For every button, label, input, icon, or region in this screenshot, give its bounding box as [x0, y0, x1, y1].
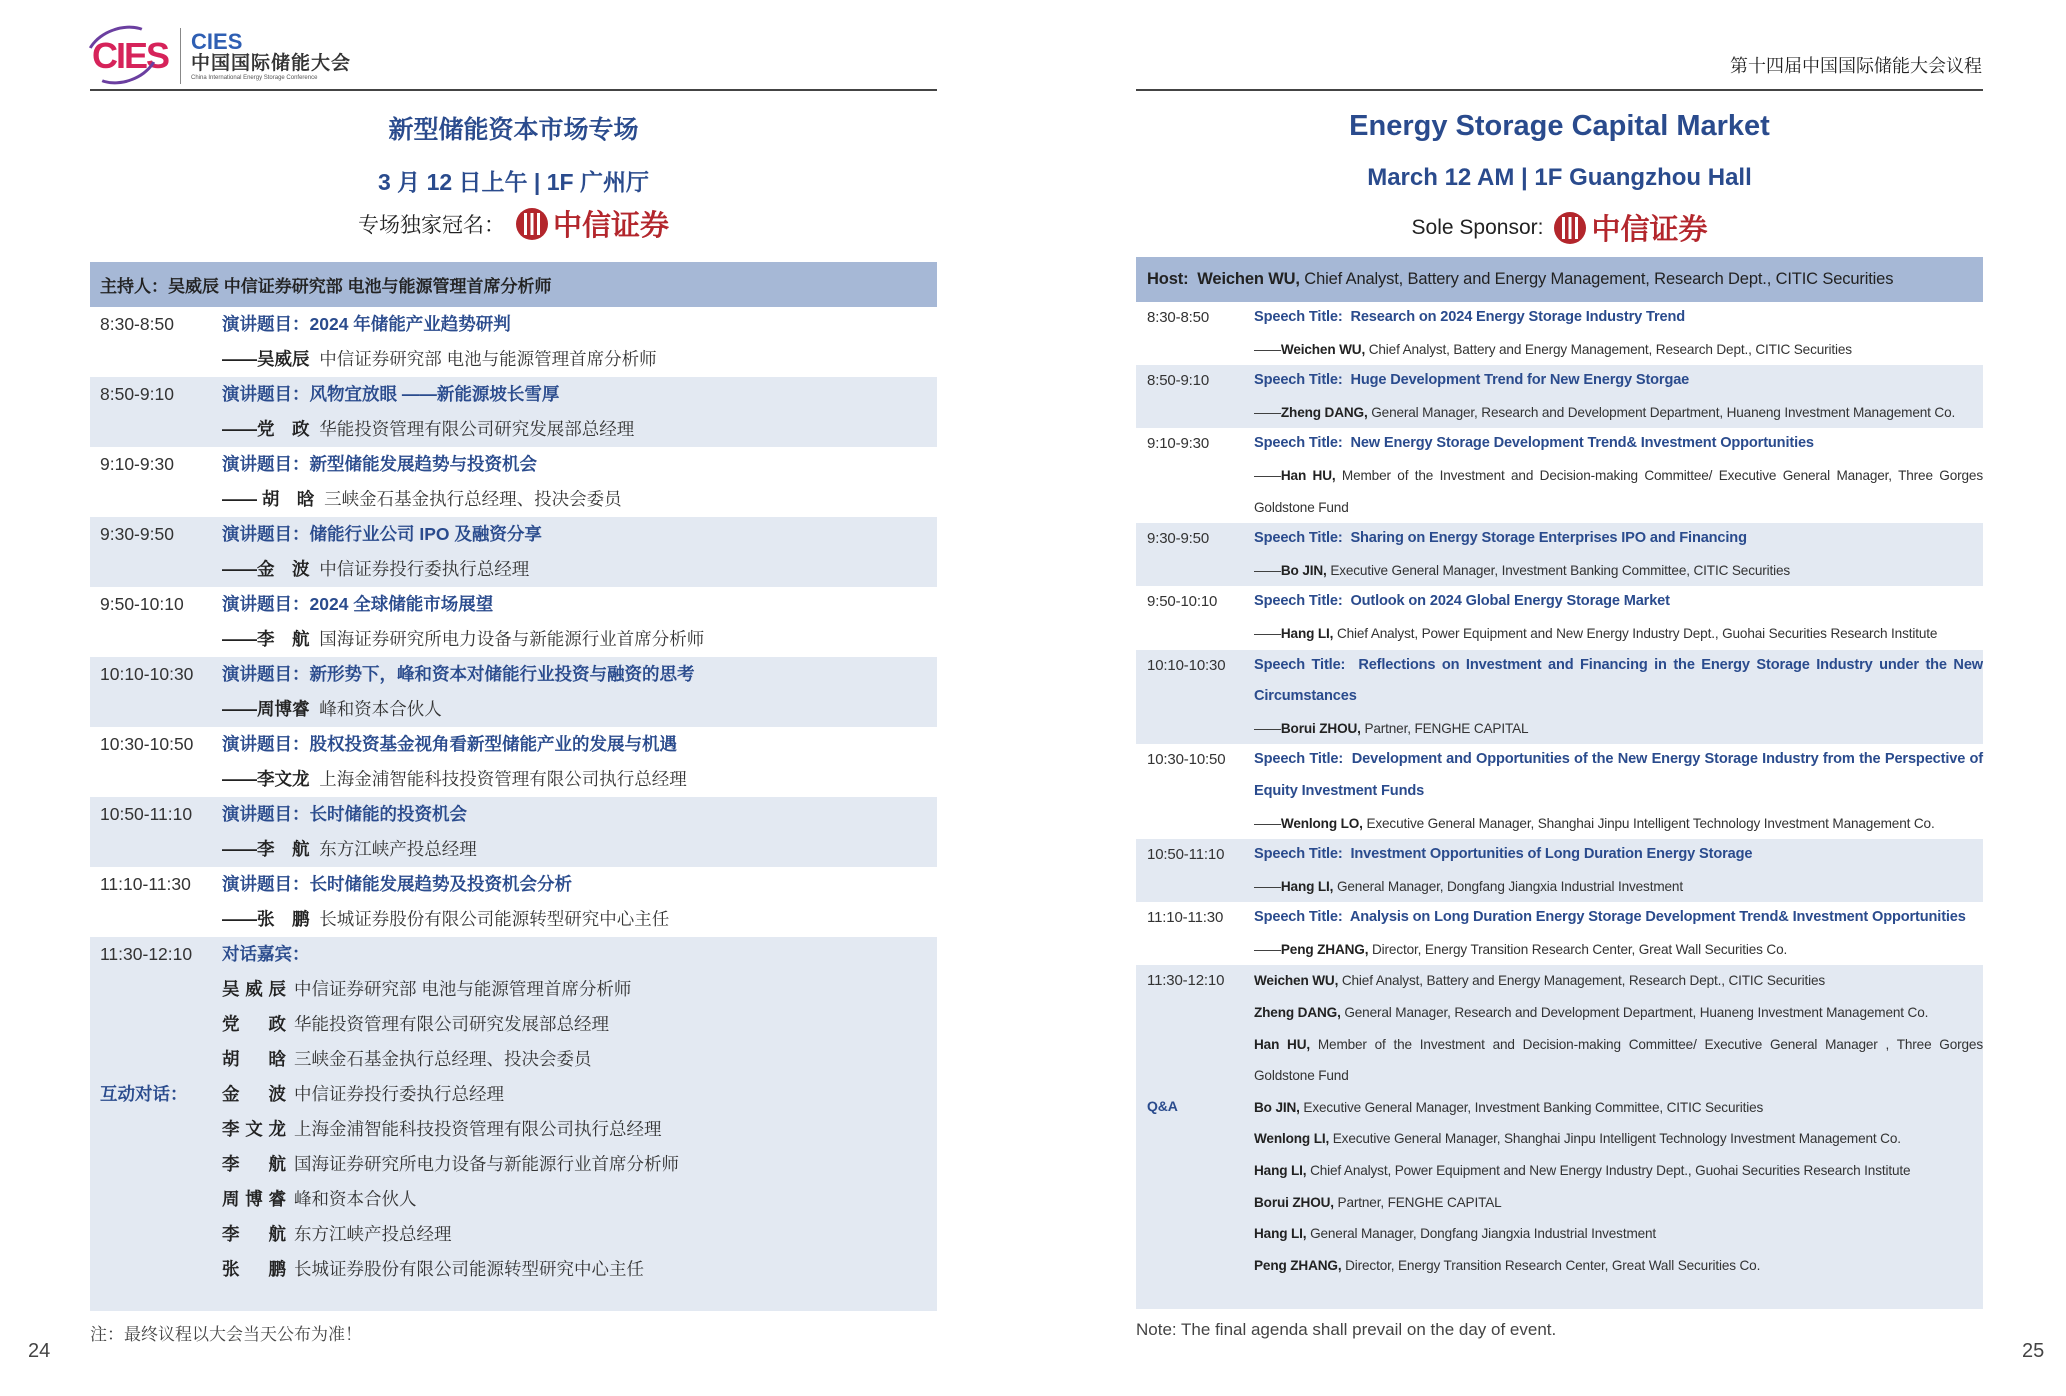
right-session-info: March 12 AM | 1F Guangzhou Hall	[1367, 164, 1752, 191]
guest-role: General Manager, Dongfang Jiangxia Industrial Investment	[1310, 1226, 1657, 1242]
guest-name: 金波	[222, 1084, 286, 1104]
left-sponsor	[90, 203, 937, 244]
panel-guest	[222, 1112, 679, 1147]
left-agenda	[90, 262, 937, 1311]
logo-chinese-name: 中国国际储能大会	[191, 53, 352, 74]
agenda-time: 10:10-10:30	[1147, 656, 1226, 674]
agenda-row: 9:30-9:50 Speech Title: Sharing on Energy Storage Enterprises IPO and Financing ——Bo JIN, Executive General Manager, Investment Banking Committee, CITIC Securities	[1136, 523, 1983, 586]
guest-name: Hang LI,	[1254, 1226, 1307, 1242]
speaker-role: 东方江峡产投总经理	[319, 839, 477, 859]
panel-guest	[1254, 1187, 1983, 1219]
guest-role: Executive General Manager, Investment Banking Committee, CITIC Securities	[1303, 1099, 1764, 1115]
speech-title: New Energy Storage Development Trend& Investment Opportunities	[1350, 435, 1814, 452]
speaker-name: Zheng DANG,	[1280, 404, 1368, 420]
guest-name: 胡晗	[222, 1049, 286, 1069]
page-number-right: 25	[2022, 1340, 2045, 1362]
speech-title: 演讲题目：新型储能发展趋势与投资机会	[222, 454, 537, 474]
host-name: Weichen WU,	[1197, 270, 1300, 288]
guest-role: 东方江峡产投总经理	[294, 1224, 452, 1244]
left-session-info: 3 月 12 日上午 | 1F 广州厅	[378, 169, 649, 195]
guest-name: 李航	[222, 1224, 286, 1244]
agenda-time: 8:50-9:10	[1147, 372, 1210, 390]
agenda-time: 11:10-11:30	[1147, 909, 1224, 927]
left-host-bar: 主持人：吴威辰 中信证券研究部 电池与能源管理首席分析师	[90, 262, 937, 307]
guest-role: 中信证券投行委执行总经理	[294, 1084, 504, 1104]
speaker-role: 国海证券研究所电力设备与新能源行业首席分析师	[319, 629, 705, 649]
right-host-bar	[1136, 257, 1983, 302]
guest-name: 李文龙	[222, 1119, 286, 1139]
panel-time: 11:30-12:10	[100, 944, 193, 964]
speech-title: Outlook on 2024 Global Energy Storage Market	[1350, 593, 1670, 610]
speaker-role: General Manager, Research and Development Department, Huaneng Investment Management Co.	[1371, 404, 1956, 420]
panel-guest	[222, 1182, 679, 1217]
panel-guest	[1254, 1155, 1983, 1187]
speech-title-label: Speech Title:	[1254, 309, 1343, 325]
left-header-rule	[90, 89, 937, 91]
speaker-role: Chief Analyst, Power Equipment and New Energy Industry Dept., Guohai Securities Research Institute	[1336, 625, 1938, 641]
guest-role: 中信证券研究部 电池与能源管理首席分析师	[294, 979, 632, 999]
agenda-row: 8:50-9:10 Speech Title: Huge Development Trend for New Energy Storgae ——Zheng DANG, General Manager, Research and Development Department, Huaneng Investment Management Co.	[1136, 365, 1983, 428]
right-note: Note: The final agenda shall prevail on the day of event.	[1136, 1320, 1557, 1339]
speaker-name: ——金 波	[222, 559, 310, 579]
agenda-time: 9:50-10:10	[100, 594, 184, 614]
cies-logo	[90, 28, 351, 84]
speech-title: Development and Opportunities of the New Energy Storage Industry from the Perspective of Equity Investment Funds	[1254, 751, 1983, 799]
speaker-role: 上海金浦智能科技投资管理有限公司执行总经理	[319, 769, 687, 789]
speech-title-label: Speech Title:	[1254, 530, 1343, 547]
speech-title: Analysis on Long Duration Energy Storage Development Trend& Investment Opportunities	[1349, 909, 1966, 926]
logo-english-name: China International Energy Storage Conference	[191, 75, 318, 81]
guest-role: Member of the Investment and Decision-making Committee/ Executive General Manager , Three Gorges Goldstone Fund	[1254, 1036, 1983, 1084]
speech-title-label: Speech Title:	[1254, 656, 1346, 673]
speaker-role: General Manager, Dongfang Jiangxia Industrial Investment	[1336, 878, 1683, 894]
panel-guest	[1254, 1029, 1983, 1092]
panel-label: 互动对话：	[100, 1084, 188, 1104]
guest-name: Bo JIN,	[1254, 1099, 1300, 1115]
speaker-name: Borui ZHOU,	[1280, 720, 1361, 736]
guest-name: Zheng DANG,	[1254, 1005, 1341, 1021]
speech-title: 演讲题目：2024 全球储能市场展望	[222, 594, 494, 614]
speech-title-label: Speech Title:	[1254, 909, 1343, 926]
agenda-row	[90, 727, 937, 797]
panel-guest	[222, 1217, 679, 1252]
speaker-role: 峰和资本合伙人	[319, 699, 442, 719]
speaker-role: Chief Analyst, Battery and Energy Management, Research Dept., CITIC Securities	[1368, 341, 1852, 357]
agenda-row	[90, 307, 937, 377]
citic-emblem-icon	[515, 207, 549, 241]
speech-title-label: Speech Title:	[1254, 435, 1343, 452]
agenda-row	[90, 517, 937, 587]
agenda-row: 9:50-10:10 Speech Title: Outlook on 2024 Global Energy Storage Market ——Hang LI, Chief Analyst, Power Equipment and New Energy Industry Dept., Guohai Securities Research Institute	[1136, 586, 1983, 649]
agenda-time: 8:30-8:50	[100, 314, 174, 334]
speaker-name: ——周博睿	[222, 699, 310, 719]
speech-title: 演讲题目：风物宜放眼 ——新能源坡长雪厚	[222, 384, 560, 404]
guest-name: 张鹏	[222, 1259, 286, 1279]
speech-title: 演讲题目：储能行业公司 IPO 及融资分享	[222, 524, 542, 544]
speaker-name: Han HU,	[1280, 467, 1336, 483]
guest-role: Director, Energy Transition Research Center, Great Wall Securities Co.	[1345, 1257, 1761, 1273]
agenda-row: 8:30-8:50 Speech Title: Research on 2024 Energy Storage Industry Trend ——Weichen WU, Chief Analyst, Battery and Energy Management, Research Dept., CITIC Securities	[1136, 302, 1983, 365]
speech-title: 演讲题目：长时储能的投资机会	[222, 804, 467, 824]
guest-role: 三峡金石基金执行总经理、投决会委员	[294, 1049, 592, 1069]
agenda-time: 10:30-10:50	[100, 734, 194, 754]
speaker-role: Member of the Investment and Decision-making Committee/ Executive General Manager, Three Gorges Goldstone Fund	[1254, 467, 1983, 515]
agenda-time: 9:10-9:30	[100, 454, 174, 474]
agenda-time: 10:10-10:30	[100, 664, 194, 684]
panel-guest	[1254, 997, 1983, 1029]
agenda-time: 10:50-11:10	[100, 804, 193, 824]
host-role: Chief Analyst, Battery and Energy Management, Research Dept., CITIC Securities	[1304, 270, 1894, 288]
speaker-name: Bo JIN,	[1280, 562, 1327, 578]
speech-title: Sharing on Energy Storage Enterprises IPO and Financing	[1350, 530, 1747, 547]
agenda-row: 11:10-11:30 Speech Title: Analysis on Long Duration Energy Storage Development Trend& Investment Opportunities ——Peng ZHANG, Director, Energy Transition Research Center, Great Wall Securities Co.	[1136, 902, 1983, 965]
right-page-title: Energy Storage Capital Market	[1349, 110, 1770, 142]
panel-guest	[222, 1147, 679, 1182]
panel-guest	[222, 1252, 679, 1287]
left-page-title: 新型储能资本市场专场	[388, 116, 639, 144]
speaker-name: ——党 政	[222, 419, 310, 439]
speaker-name: ——李文龙	[222, 769, 310, 789]
panel-label: Q&A	[1147, 1098, 1178, 1115]
agenda-row	[90, 447, 937, 517]
speech-title-label: Speech Title:	[1254, 593, 1343, 610]
speech-title: Investment Opportunities of Long Duration Energy Storage	[1350, 846, 1753, 863]
panel-guest	[1254, 1123, 1983, 1155]
agenda-row: 9:10-9:30 Speech Title: New Energy Storage Development Trend& Investment Opportunities ——Han HU, Member of the Investment and Decision-making Committee/ Executive General Manager, Three Gorges Goldstone Fund	[1136, 428, 1983, 523]
speaker-name: Wenlong LO,	[1280, 815, 1363, 831]
guest-name: Peng ZHANG,	[1254, 1257, 1342, 1273]
speaker-role: Executive General Manager, Investment Banking Committee, CITIC Securities	[1330, 562, 1791, 578]
agenda-row: 10:50-11:10 Speech Title: Investment Opportunities of Long Duration Energy Storage ——Hang LI, General Manager, Dongfang Jiangxia Industrial Investment	[1136, 839, 1983, 902]
panel-guest	[222, 1007, 679, 1042]
speaker-name: ——李 航	[222, 839, 310, 859]
guest-name: 党政	[222, 1014, 286, 1034]
speech-title-label: Speech Title:	[1254, 751, 1344, 768]
speaker-role: 中信证券投行委执行总经理	[319, 559, 530, 579]
speech-title: 演讲题目：2024 年储能产业趋势研判	[222, 314, 511, 334]
panel-time: 11:30-12:10	[1147, 972, 1225, 990]
citic-emblem-icon	[1553, 211, 1587, 245]
guest-name: Han HU,	[1254, 1036, 1311, 1052]
panel-heading: 对话嘉宾：	[222, 944, 310, 964]
agenda-time: 9:30-9:50	[1147, 530, 1210, 548]
guest-name: Hang LI,	[1254, 1163, 1307, 1179]
speaker-role: 三峡金石基金执行总经理、投决会委员	[324, 489, 622, 509]
guest-name: Wenlong LI,	[1254, 1131, 1330, 1147]
agenda-time: 9:30-9:50	[100, 524, 174, 544]
guest-role: Partner, FENGHE CAPITAL	[1337, 1194, 1502, 1210]
panel-guest	[1254, 1218, 1983, 1250]
agenda-time: 8:30-8:50	[1147, 309, 1210, 326]
speaker-role: 中信证券研究部 电池与能源管理首席分析师	[319, 349, 657, 369]
guest-role: Chief Analyst, Power Equipment and New Energy Industry Dept., Guohai Securities Research Institute	[1310, 1163, 1911, 1179]
speech-title: 演讲题目：长时储能发展趋势及投资机会分析	[222, 874, 572, 894]
agenda-row	[90, 377, 937, 447]
sponsor-label: 专场独家冠名：	[357, 213, 505, 237]
speaker-role: 华能投资管理有限公司研究发展部总经理	[319, 419, 635, 439]
agenda-row: 10:10-10:30 Speech Title: Reflections on Investment and Financing in the Energy Storage Industry under the New Circumstances ——Borui ZHOU, Partner, FENGHE CAPITAL	[1136, 650, 1983, 745]
citic-logo: 中信证券	[1553, 207, 1707, 248]
speaker-name: ——张 鹏	[222, 909, 310, 929]
agenda-time: 9:50-10:10	[1147, 593, 1218, 611]
citic-logo: 中信证券	[515, 203, 669, 244]
guest-name: 周博睿	[222, 1189, 286, 1209]
speaker-role: Executive General Manager, Shanghai Jinpu Intelligent Technology Investment Management Co.	[1366, 815, 1935, 831]
guest-name: 吴威辰	[222, 979, 286, 999]
agenda-row: 10:30-10:50 Speech Title: Development and Opportunities of the New Energy Storage Industry from the Perspective of Equity Investment Funds ——Wenlong LO, Executive General Manager, Shanghai Jinpu Intelligent Technology Investment Management Co.	[1136, 744, 1983, 839]
speech-title: 演讲题目：新形势下，峰和资本对储能行业投资与融资的思考	[222, 664, 695, 684]
panel-guest	[1254, 965, 1983, 997]
agenda-time: 10:30-10:50	[1147, 751, 1226, 769]
speaker-name: Hang LI,	[1280, 625, 1334, 641]
right-sponsor	[1136, 207, 1983, 248]
right-panel-discussion	[1136, 965, 1983, 1309]
left-note: 注：最终议程以大会当天公布为准！	[90, 1325, 362, 1344]
agenda-row	[90, 587, 937, 657]
speaker-role: Partner, FENGHE CAPITAL	[1364, 720, 1529, 736]
header-right-title: 第十四届中国国际储能大会议程	[1730, 56, 1982, 76]
speaker-name: Peng ZHANG,	[1280, 941, 1369, 957]
right-header-rule	[1136, 89, 1983, 91]
agenda-time: 10:50-11:10	[1147, 846, 1225, 864]
speech-title: Reflections on Investment and Financing in the Energy Storage Industry under the New Circumstances	[1254, 656, 1983, 705]
speaker-name: ——李 航	[222, 629, 310, 649]
guest-name: Borui ZHOU,	[1254, 1194, 1334, 1210]
cies-logo-mark: CIES	[90, 31, 170, 81]
panel-guest	[222, 1042, 679, 1077]
agenda-time: 9:10-9:30	[1147, 435, 1210, 453]
cies-logo-wordmark: CIES	[191, 29, 243, 54]
page-number-left: 24	[28, 1340, 51, 1362]
speech-title: Research on 2024 Energy Storage Industry Trend	[1350, 309, 1685, 325]
agenda-time: 8:50-9:10	[100, 384, 174, 404]
agenda-row	[90, 797, 937, 867]
sponsor-label: Sole Sponsor:	[1411, 215, 1544, 239]
speech-title: Huge Development Trend for New Energy Storgae	[1350, 372, 1690, 389]
guest-role: 华能投资管理有限公司研究发展部总经理	[294, 1014, 609, 1034]
guest-role: Executive General Manager, Shanghai Jinpu Intelligent Technology Investment Management Co.	[1332, 1131, 1901, 1147]
speaker-name: Hang LI,	[1280, 878, 1334, 894]
host-label: Host:	[1147, 270, 1189, 288]
speaker-name: —— 胡 晗	[222, 489, 315, 509]
guest-role: General Manager, Research and Development Department, Huaneng Investment Management Co.	[1344, 1005, 1929, 1021]
speaker-role: Director, Energy Transition Research Center, Great Wall Securities Co.	[1372, 941, 1788, 957]
guest-name: 李航	[222, 1154, 286, 1174]
speech-title-label: Speech Title:	[1254, 846, 1343, 863]
panel-guest	[1254, 1092, 1983, 1124]
speaker-role: 长城证券股份有限公司能源转型研究中心主任	[319, 909, 670, 929]
speaker-name: ——吴威辰	[222, 349, 310, 369]
agenda-time: 11:10-11:30	[100, 874, 191, 894]
speaker-name: Weichen WU,	[1280, 341, 1366, 357]
speech-title: 演讲题目：股权投资基金视角看新型储能产业的发展与机遇	[222, 734, 677, 754]
panel-guest	[1254, 1250, 1983, 1282]
speech-title-label: Speech Title:	[1254, 372, 1343, 389]
guest-role: Chief Analyst, Battery and Energy Management, Research Dept., CITIC Securities	[1341, 973, 1826, 989]
right-agenda	[1136, 257, 1983, 1309]
panel-guest	[222, 1077, 679, 1112]
panel-guest	[222, 972, 679, 1007]
guest-role: 峰和资本合伙人	[294, 1189, 417, 1209]
agenda-row	[90, 867, 937, 937]
guest-name: Weichen WU,	[1254, 973, 1339, 989]
logo-divider	[180, 28, 181, 84]
agenda-row	[90, 657, 937, 727]
guest-role: 上海金浦智能科技投资管理有限公司执行总经理	[294, 1119, 662, 1139]
guest-role: 国海证券研究所电力设备与新能源行业首席分析师	[294, 1154, 679, 1174]
left-panel-discussion	[90, 937, 937, 1311]
guest-role: 长城证券股份有限公司能源转型研究中心主任	[294, 1259, 644, 1279]
